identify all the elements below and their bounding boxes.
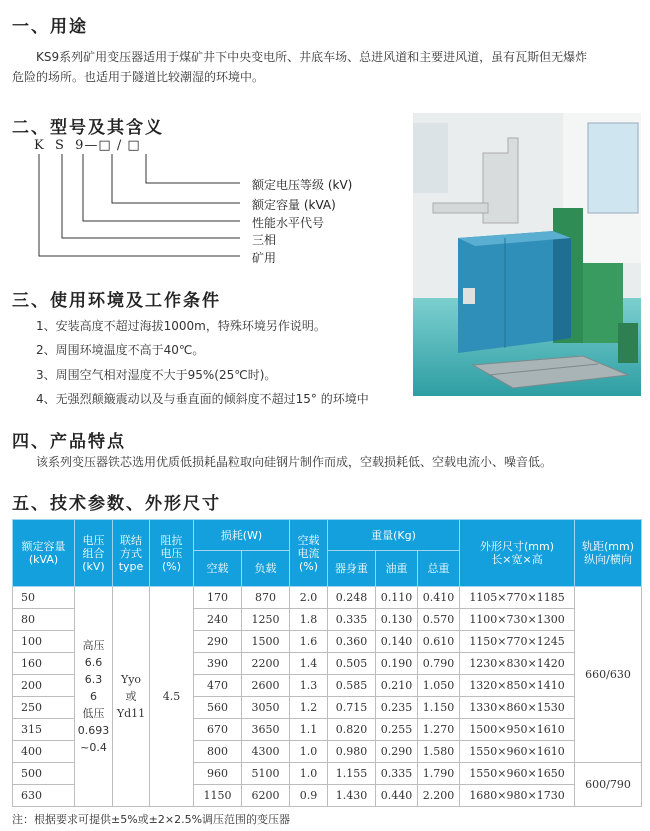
spec-table-body: [13, 587, 642, 807]
table-cell: 1.0: [290, 741, 328, 763]
table-cell: 0.255: [376, 719, 418, 741]
table-cell: 290: [194, 631, 242, 653]
table-cell: 800: [194, 741, 242, 763]
connection-type-cell: Yyo 或 Yd11: [113, 587, 150, 807]
table-cell: 1320×850×1410: [460, 675, 575, 697]
table-cell: 870: [242, 587, 290, 609]
table-cell: 0.140: [376, 631, 418, 653]
table-cell: 0.980: [328, 741, 376, 763]
table-cell: 160: [13, 653, 75, 675]
header-weight-total: 总重: [418, 551, 460, 587]
table-cell: 170: [194, 587, 242, 609]
table-cell: 0.820: [328, 719, 376, 741]
table-cell: 1150: [194, 785, 242, 807]
table-cell: 1.155: [328, 763, 376, 785]
table-cell: 0.9: [290, 785, 328, 807]
header-weight: 重量(Kg): [328, 520, 460, 551]
header-capacity: 额定容量 (kVA): [13, 520, 75, 587]
model-label-performance: 性能水平代号: [252, 216, 325, 230]
table-cell: 0.335: [376, 763, 418, 785]
model-label-mining: 矿用: [252, 251, 277, 265]
table-cell: 390: [194, 653, 242, 675]
table-cell: 1.580: [418, 741, 460, 763]
table-cell: 630: [13, 785, 75, 807]
table-cell: 1.4: [290, 653, 328, 675]
spec-table: [12, 519, 642, 807]
model-label-three-phase: 三相: [252, 233, 277, 247]
table-cell: 50: [13, 587, 75, 609]
table-cell: 0.410: [418, 587, 460, 609]
table-cell: 500: [13, 763, 75, 785]
condition-item-2: 2、周围环境温度不高于40℃。: [36, 343, 205, 357]
gauge-cell-a: 660/630: [575, 587, 642, 763]
table-cell: 1.150: [418, 697, 460, 719]
table-cell: 0.235: [376, 697, 418, 719]
condition-item-1: 1、安装高度不超过海拔1000m，特殊环境另作说明。: [36, 319, 326, 333]
header-loss-load: 负载: [242, 551, 290, 587]
table-cell: 0.505: [328, 653, 376, 675]
header-connection: 联结 方式 type: [113, 520, 150, 587]
table-cell: 0.190: [376, 653, 418, 675]
table-cell: 960: [194, 763, 242, 785]
header-impedance: 阻抗 电压 (%): [150, 520, 194, 587]
table-cell: 400: [13, 741, 75, 763]
condition-item-4: 4、无强烈颠簸震动以及与垂直面的倾斜度不超过15° 的环境中: [36, 392, 369, 406]
table-cell: 1330×860×1530: [460, 697, 575, 719]
section-title-model: 二、型号及其含义: [12, 118, 164, 138]
section-title-usage: 一、用途: [12, 17, 88, 37]
table-cell: 2.0: [290, 587, 328, 609]
table-cell: 100: [13, 631, 75, 653]
table-cell: 1500: [242, 631, 290, 653]
section-title-features: 四、产品特点: [12, 432, 126, 452]
table-cell: 3050: [242, 697, 290, 719]
table-cell: 1100×730×1300: [460, 609, 575, 631]
model-label-voltage: 额定电压等级 (kV): [252, 178, 353, 192]
header-dims: 外形尺寸(mm) 长×宽×高: [460, 520, 575, 587]
table-cell: 1.270: [418, 719, 460, 741]
table-cell: 1150×770×1245: [460, 631, 575, 653]
header-loss: 损耗(W): [194, 520, 290, 551]
table-cell: 0.570: [418, 609, 460, 631]
table-cell: 250: [13, 697, 75, 719]
table-cell: 0.610: [418, 631, 460, 653]
table-cell: 0.248: [328, 587, 376, 609]
table-cell: 0.715: [328, 697, 376, 719]
table-cell: 0.360: [328, 631, 376, 653]
table-cell: 2200: [242, 653, 290, 675]
model-code: K S 9—□ / □: [34, 138, 141, 153]
table-cell: 1250: [242, 609, 290, 631]
table-cell: 0.110: [376, 587, 418, 609]
table-cell: 560: [194, 697, 242, 719]
table-cell: 1230×830×1420: [460, 653, 575, 675]
table-cell: 0.440: [376, 785, 418, 807]
table-cell: 1500×950×1610: [460, 719, 575, 741]
table-cell: 0.210: [376, 675, 418, 697]
table-cell: 1550×960×1610: [460, 741, 575, 763]
condition-item-3: 3、周围空气相对湿度不大于95%(25℃时)。: [36, 368, 277, 382]
model-label-capacity: 额定容量 (kVA): [252, 198, 336, 212]
section-title-specs: 五、技术参数、外形尺寸: [12, 494, 221, 514]
table-cell: 3650: [242, 719, 290, 741]
table-cell: 1.1: [290, 719, 328, 741]
footnote: 注：根据要求可提供±5%或±2×2.5%调压范围的变压器: [12, 813, 291, 826]
table-cell: 2.200: [418, 785, 460, 807]
table-cell: 0.290: [376, 741, 418, 763]
table-row: [13, 587, 642, 609]
table-cell: 1.0: [290, 763, 328, 785]
gauge-cell-b: 600/790: [575, 763, 642, 807]
section-title-conditions: 三、使用环境及工作条件: [12, 291, 221, 311]
header-loss-noload: 空载: [194, 551, 242, 587]
usage-text-line2: 危险的场所。也适用于隧道比较潮湿的环境中。: [12, 70, 265, 84]
header-voltage: 电压 组合 (kV): [75, 520, 113, 587]
features-text: 该系列变压器铁芯选用优质低损耗晶粒取向硅钢片制作而成，空载损耗低、空载电流小、噪音低。: [36, 455, 553, 469]
table-cell: 1550×960×1650: [460, 763, 575, 785]
usage-text-line1: KS9系列矿用变压器适用于煤矿井下中央变电所、井底车场、总进风道和主要进风道，虽有瓦斯但无爆炸: [36, 50, 588, 64]
impedance-cell: 4.5: [150, 587, 194, 807]
table-cell: 1.790: [418, 763, 460, 785]
table-cell: 200: [13, 675, 75, 697]
table-cell: 1680×980×1730: [460, 785, 575, 807]
table-cell: 0.790: [418, 653, 460, 675]
table-cell: 1.8: [290, 609, 328, 631]
table-cell: 1105×770×1185: [460, 587, 575, 609]
table-cell: 1.050: [418, 675, 460, 697]
product-photo: [413, 113, 641, 396]
table-cell: 0.335: [328, 609, 376, 631]
header-gauge: 轨距(mm) 纵向/横向: [575, 520, 642, 587]
table-cell: 1.430: [328, 785, 376, 807]
table-cell: 1.2: [290, 697, 328, 719]
table-cell: 315: [13, 719, 75, 741]
table-cell: 1.6: [290, 631, 328, 653]
table-cell: 80: [13, 609, 75, 631]
model-diagram-lines: [0, 150, 420, 265]
table-cell: 670: [194, 719, 242, 741]
table-cell: 0.585: [328, 675, 376, 697]
table-cell: 470: [194, 675, 242, 697]
header-weight-oil: 油重: [376, 551, 418, 587]
table-cell: 240: [194, 609, 242, 631]
table-cell: 6200: [242, 785, 290, 807]
header-current: 空载 电流 (%): [290, 520, 328, 587]
table-cell: 4300: [242, 741, 290, 763]
table-cell: 5100: [242, 763, 290, 785]
table-cell: 0.130: [376, 609, 418, 631]
voltage-combination-cell: 高压 6.6 6.3 6 低压 0.693 ~0.4: [75, 587, 113, 807]
table-cell: 2600: [242, 675, 290, 697]
table-cell: 1.3: [290, 675, 328, 697]
header-weight-body: 器身重: [328, 551, 376, 587]
